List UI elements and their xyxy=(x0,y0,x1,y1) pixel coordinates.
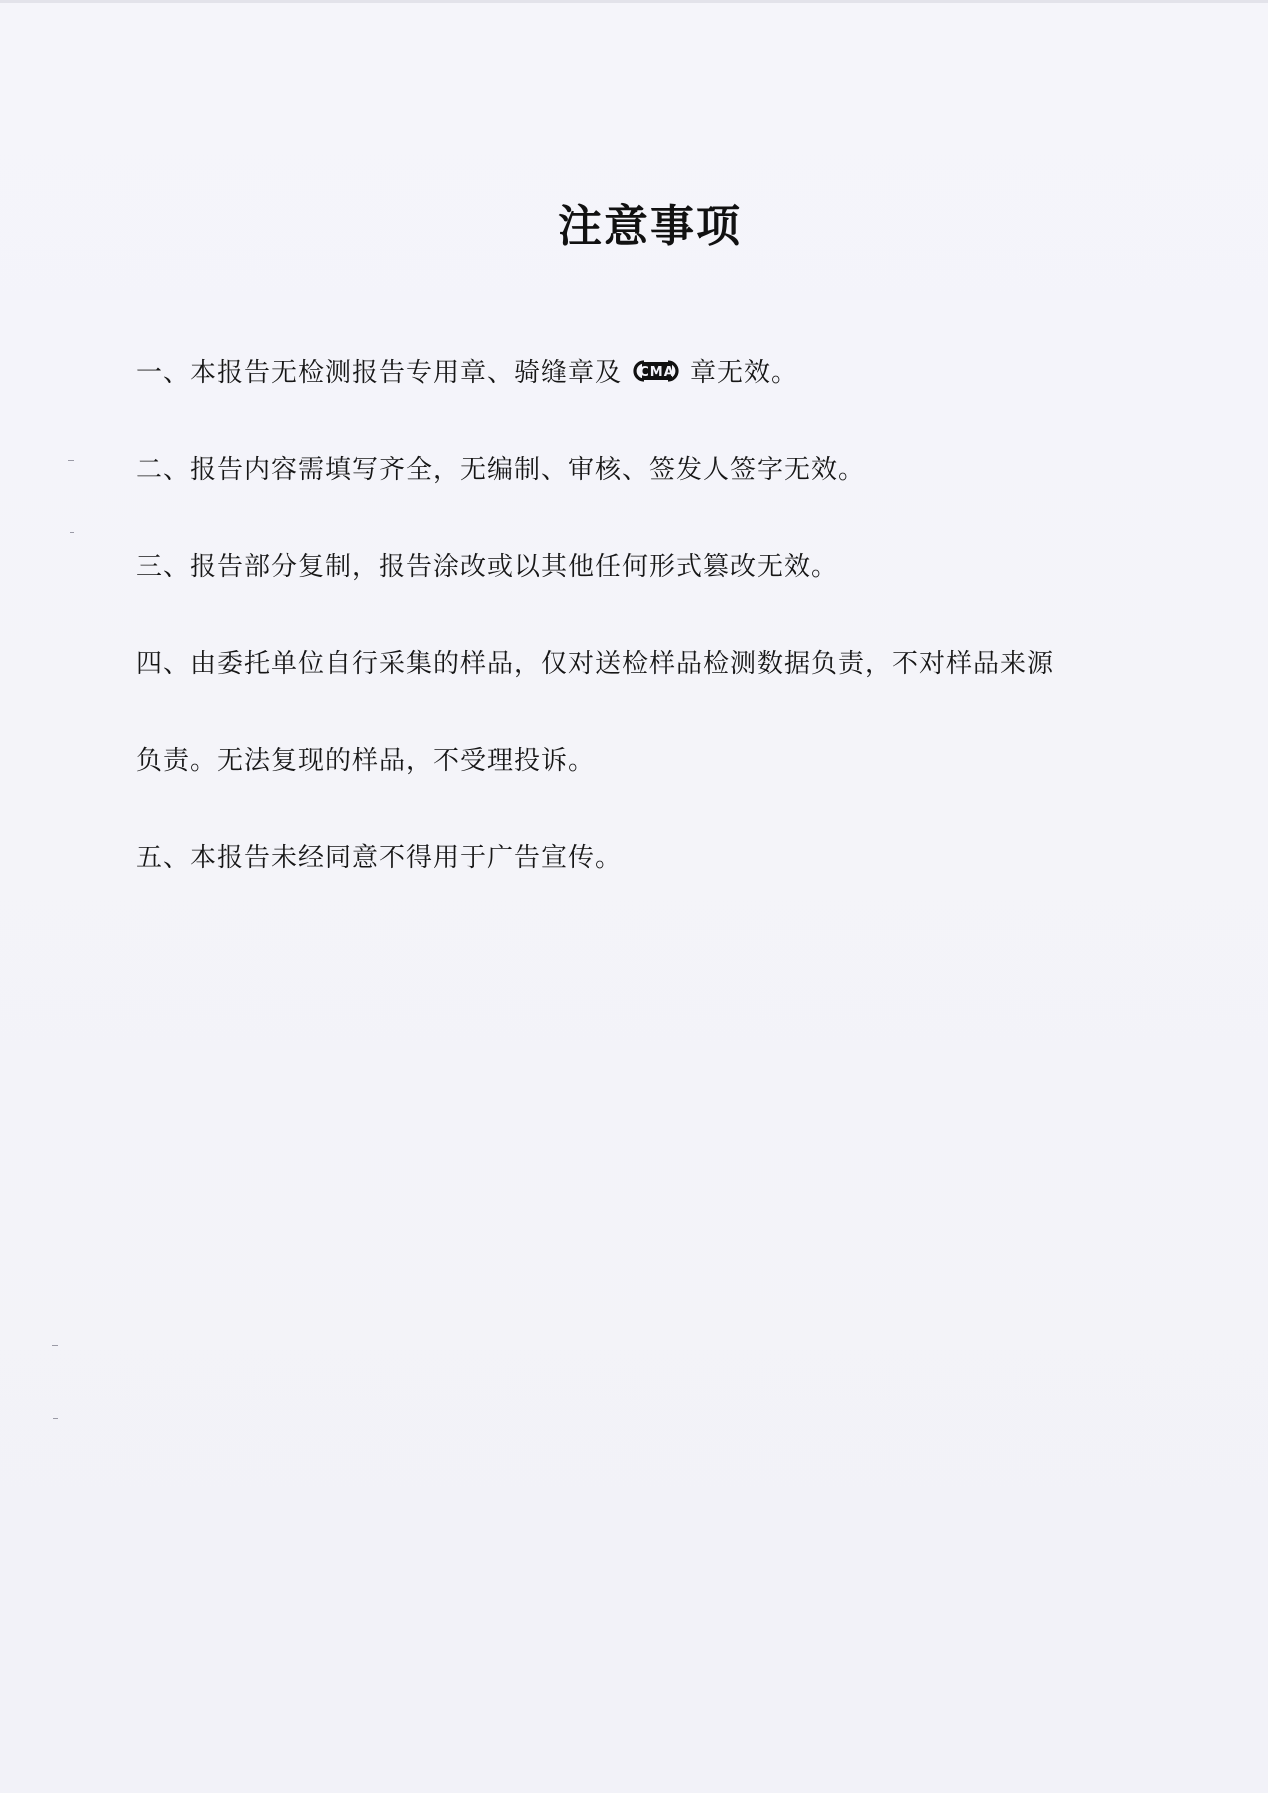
scan-mark xyxy=(70,532,74,533)
notice-item-3: 三、报告部分复制，报告涂改或以其他任何形式篡改无效。 xyxy=(136,552,839,582)
notice-item-1-text-before: 一、本报告无检测报告专用章、骑缝章及 xyxy=(136,358,623,388)
notice-item-2: 二、报告内容需填写齐全，无编制、审核、签发人签字无效。 xyxy=(136,455,866,485)
notice-item-4-continued: 负责。无法复现的样品，不受理投诉。 xyxy=(136,746,596,776)
svg-text:CMA: CMA xyxy=(639,365,675,380)
notice-item-5: 五、本报告未经同意不得用于广告宣传。 xyxy=(136,843,623,873)
page-title: 注意事项 xyxy=(558,201,742,252)
cma-mark-icon xyxy=(630,359,682,383)
page-top-edge xyxy=(0,0,1268,3)
notice-item-4: 四、由委托单位自行采集的样品，仅对送检样品检测数据负责，不对样品来源 xyxy=(136,649,1055,679)
scan-mark xyxy=(52,1345,58,1346)
scan-mark xyxy=(53,1418,58,1419)
scan-mark xyxy=(68,460,74,461)
notice-item-1 xyxy=(136,352,798,389)
notice-item-1-text-after: 章无效。 xyxy=(690,358,799,388)
